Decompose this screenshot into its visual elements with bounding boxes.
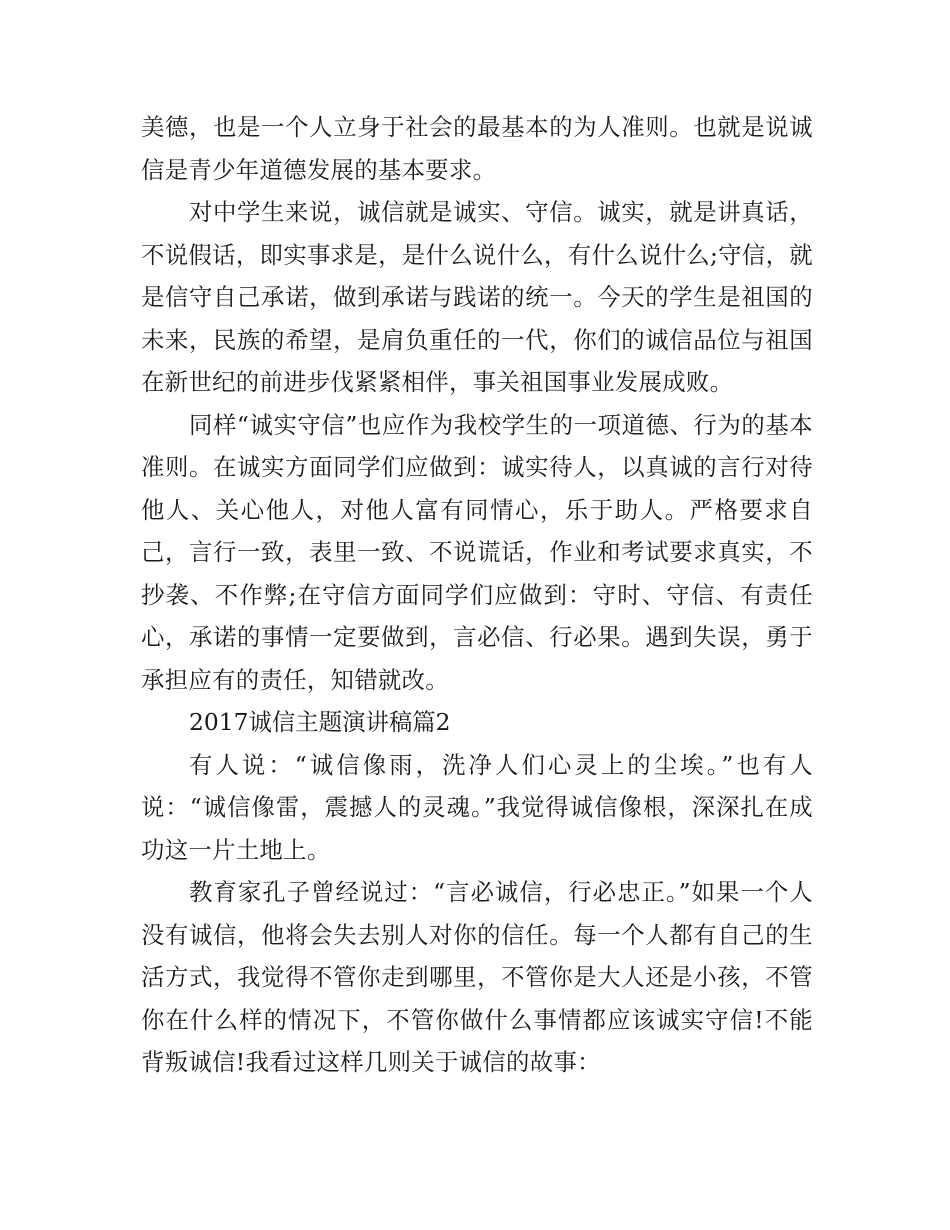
paragraph-continuation: 美德，也是一个人立身于社会的最基本的为人准则。也就是说诚信是青少年道德发展的基本要求。 <box>141 113 813 184</box>
paragraph-honesty-definition: 对中学生来说，诚信就是诚实、守信。诚实，就是讲真话，不说假话，即实事求是，是什么说什么，有什么说什么;守信，就是信守自己承诺，做到承诺与践诺的统一。今天的学生是祖国的未来，民族的希望，是肩负重任的一代，你们的诚信品位与祖国在新世纪的前进步伐紧紧相伴，事关祖国事业发展成败。 <box>141 198 813 396</box>
paragraph-confucius: 教育家孔子曾经说过：“言必诚信，行必忠正。”如果一个人没有诚信，他将会失去别人对你的信任。每一个人都有自己的生活方式，我觉得不管你走到哪里，不管你是大人还是小孩，不管你在什么样的情况下，不管你做什么事情都应该诚实守信!不能背叛诚信!我看过这样几则关于诚信的故事： <box>141 878 813 1076</box>
document-body <box>141 106 813 1084</box>
section-heading: 2017诚信主题演讲稿篇2 <box>189 708 451 736</box>
paragraph-school-rules: 同样“诚实守信”也应作为我校学生的一项道德、行为的基本准则。在诚实方面同学们应做到：诚实待人，以真诚的言行对待他人、关心他人，对他人富有同情心，乐于助人。严格要求自己，言行一致，表里一致、不说谎话，作业和考试要求真实，不抄袭、不作弊;在守信方面同学们应做到：守时、守信、有责任心，承诺的事情一定要做到，言必信、行必果。遇到失误，勇于承担应有的责任，知错就改。 <box>141 410 813 694</box>
paragraph-quotes: 有人说：“诚信像雨，洗净人们心灵上的尘埃。”也有人说：“诚信像雷，震撼人的灵魂。”我觉得诚信像根，深深扎在成功这一片土地上。 <box>141 750 813 864</box>
